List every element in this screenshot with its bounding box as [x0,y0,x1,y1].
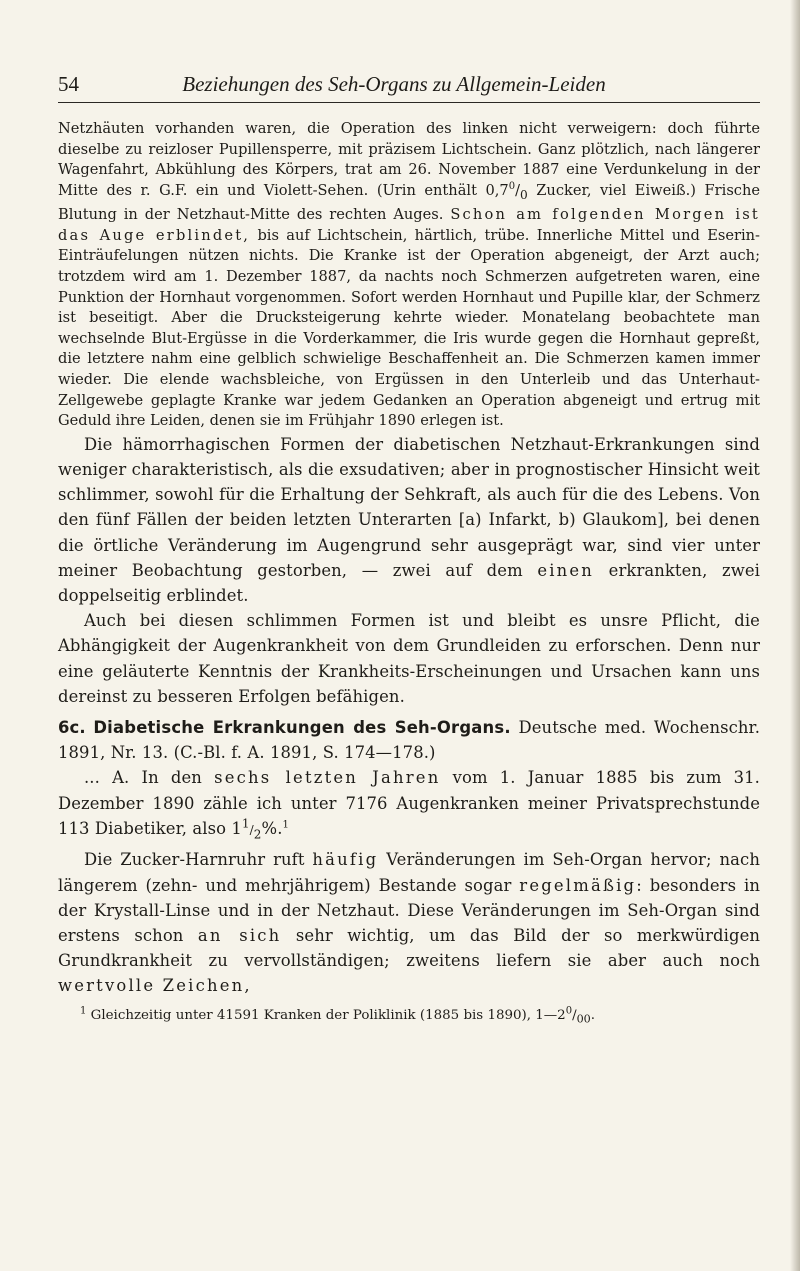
spaced-emphasis: häufig [312,850,379,870]
section-heading-paragraph [58,715,760,765]
section-heading: Diabetische Erkrankungen des Seh-Organs. [93,718,511,738]
footnote-reference: 1 [282,819,290,831]
text-run: Veränderungen im Seh-Organ hervor; nach längerem (zehn- und mehrjährigem) Bestande sogar [58,850,760,895]
text-run: Die hämorrhagischen Formen der diabetischen Netzhaut-Erkrankungen sind weniger charakteristisch, als die exsudativen; aber in prognostischer Hinsicht weit schlimmer, sowohl für die Erhaltung der Sehkraft, als auch für die des Lebens. Von den fünf Fällen der beiden letzten Unterarten [a) Infarkt, b) Glaukom], bei denen die örtliche Veränderung im Augengrund sehr ausgeprägt war, sind vier unter meiner Beobachtung gestorben, — zwei auf dem [58,434,760,580]
superscript: 0 [508,180,516,192]
fraction-numerator: 1 [241,816,250,831]
text-run: Auch bei diesen schlimmen Formen ist und bleibt es unsre Pflicht, die Abhängigkeit der Augenkrankheit von dem Grundleiden zu erforschen. Denn nur eine geläuterte Kenntnis der Krankheits-Erscheinungen und Ursachen kann uns dereinst zu besseren Erfolgen befähigen. [58,611,760,706]
spaced-emphasis: sechs letzten Jahren [214,768,441,788]
subscript: 0 [520,187,528,202]
book-page [58,72,760,1028]
footnote-marker: 1 [80,1005,87,1017]
text-run: erkrankten, zwei doppelseitig erblindet. [58,560,760,606]
text-run: Die Zucker-Harnruhr ruft [84,850,313,870]
page-edge-shadow [790,0,800,1271]
text-run: . [590,1007,596,1023]
section-citation: Deutsche med. Wochenschr. 1891, Nr. 13. (C.-Bl. f. A. 1891, S. 174—178.) [58,718,760,763]
text-run: vom 1. Januar 1885 bis zum 31. Dezember 1890 zähle ich unter 7176 Augenkranken meiner Privatsprechstunde 113 Diabetiker, also 1 [58,768,760,838]
paragraph-hemorrhagic-forms [58,432,760,608]
footnote [58,1007,760,1029]
superscript: 0 [565,1005,573,1017]
section-number: 6c. [58,718,86,738]
paragraph-duty [58,608,760,709]
spaced-emphasis: wertvolle Zeichen, [58,976,252,996]
paragraph-diabetes-effects [58,847,760,998]
fraction-denominator: 2 [253,827,262,842]
spaced-emphasis: an sich [197,925,282,945]
text-run: Zucker, viel Eiweiß.) Frische Blutung in der Netzhaut-Mitte des rechten Auges. [58,181,761,224]
text-run: Netzhäuten vorhanden waren, die Operation des linken nicht verweigern: doch führte dieselbe zu reizloser Pupillensperre, mit präzisem Lichtschein. Ganz plötzlich, nach längerer Wagenfahrt, Abkühlung des Körpers, trat am 26. November 1887 eine Verdunkelung in der Mitte des r. G.F. ein und Violett-Sehen. (Urin enthält 0,7 [58,120,760,199]
fraction-slash: / [249,822,254,837]
footnote-text: Gleichzeitig unter 41591 Kranken der Poliklinik (1885 bis 1890), 1—2 [86,1007,566,1023]
spaced-emphasis: regelmäßig [519,875,637,895]
spaced-emphasis: Schon am folgenden Morgen ist das Auge erblindet, [58,206,760,244]
paragraph-case-report [58,119,760,432]
text-run: / [515,181,520,199]
page-number: 54 [58,72,79,96]
running-title: Beziehungen des Seh-Organs zu Allgemein-Leiden [182,72,606,96]
text-run: : besonders in der Krystall-Linse und in der Netzhaut. Diese Veränderungen im Seh-Organ sind erstens schon [58,875,760,945]
text-run: / [572,1007,577,1023]
spaced-emphasis: einen [537,560,595,580]
text-run: ... A. In den [84,768,215,788]
text-run: sehr wichtig, um das Bild der so merkwürdigen Grundkrankheit zu vervollständigen; zweitens liefern sie aber auch noch [58,925,761,971]
subscript: 00 [576,1012,591,1026]
text-run: %. [261,818,283,838]
running-head [58,72,760,103]
text-run: bis auf Lichtschein, härtlich, trübe. Innerliche Mittel und Eserin-Einträufelungen nützen nichts. Die Kranke ist der Operation abgeneigt, der Arzt auch; trotzdem wird am 1. Dezember 1887, da nachts noch Schmerzen aufgetreten waren, eine Punktion der Hornhaut vorgenommen. Sofort werden Hornhaut und Pupille klar, der Schmerz ist beseitigt. Aber die Drucksteigerung kehrte wieder. Monatelang beobachtete man wechselnde Blut-Ergüsse in die Vorderkammer, die Iris wurde gegen die Hornhaut gepreßt, die letztere nahm eine gelblich schwielige Beschaffenheit an. Die Schmerzen kamen immer wieder. Die elende wachsbleiche, von Ergüssen in den Unterleib und das Unterhaut-Zellgewebe geplagte Kranke war jedem Gedanken an Operation abgeneigt und ertrug mit Geduld ihre Leiden, denen sie im Frühjahr 1890 erlegen ist. [58,226,760,430]
paragraph-statistics [58,765,760,847]
